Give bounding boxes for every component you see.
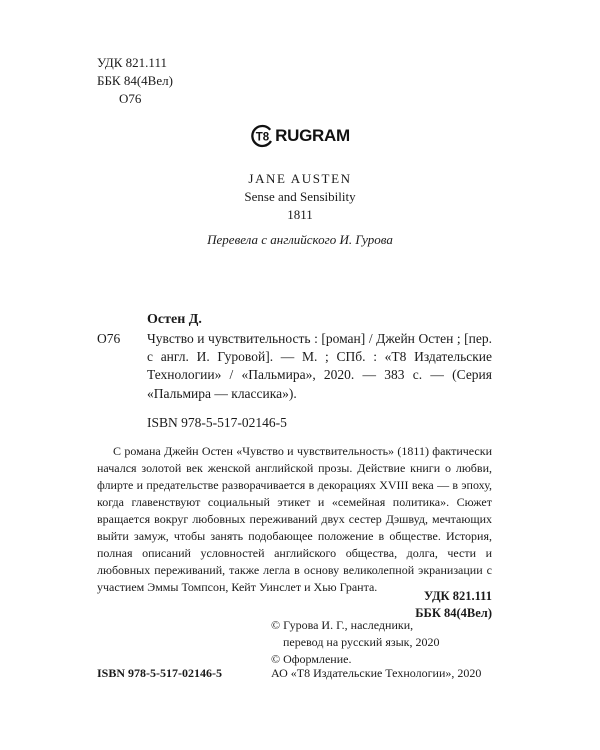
udk-code-right: УДК 821.111 — [424, 589, 492, 603]
annotation-text: С романа Джейн Остен «Чувство и чувствительность» (1811) фактически начался золотой век женской английской прозы. Действие книги о любви, флирте и предательстве разворачивается в декорациях XVIII века — в эпоху, когда главенствуют социальный этикет и «семейная политика». Сюжет вращается вокруг любовных переживаний двух сестер Дэшвуд, мечтающих выйти замуж, чтобы занять подобающее положение в обществе. История, полная описаний условностей английского общества, долга, чести и любовных переживаний, также легла в основу великолепной экранизации с участием Эммы Томпсон, Кейт Уинслет и Хью Гранта. — [97, 444, 492, 594]
isbn-line: ISBN 978-5-517-02146-5 — [147, 415, 287, 430]
bbk-code: ББК 84(4Вел) — [97, 73, 173, 88]
original-edition — [0, 170, 600, 224]
copyright-design: © Оформление. — [271, 652, 352, 666]
bbk-code-right: ББК 84(4Вел) — [415, 606, 492, 620]
copyright-translation-detail: перевод на русский язык, 2020 — [283, 635, 440, 649]
copyright-translation: © Гурова И. Г., наследники, — [271, 618, 414, 632]
author-heading: Остен Д. — [147, 312, 202, 327]
translator-note: Перевела с английского И. Гурова — [207, 232, 393, 247]
t8-badge-icon — [250, 124, 274, 148]
copyright-block — [271, 617, 440, 668]
publisher-logo — [0, 124, 600, 148]
logo-badge-text: T8 — [255, 131, 270, 144]
bibliographic-description: Чувство и чувствительность : [роман] / Джейн Остен ; [пер. с англ. И. Гуровой]. — М. ; СПб. : «Т8 Издательские Технологии» / «Пальмира», 2020. — 383 с. — (Серия «Пальмира — классика»). — [147, 331, 492, 401]
original-title: Sense and Sensibility — [244, 189, 356, 204]
bib-author-mark: О76 — [97, 331, 121, 346]
original-author: JANE AUSTEN — [248, 171, 352, 186]
author-mark: О76 — [119, 91, 142, 106]
original-year: 1811 — [287, 207, 313, 222]
annotation — [97, 443, 492, 596]
classification-block — [97, 54, 173, 108]
footer-isbn: ISBN 978-5-517-02146-5 — [97, 666, 222, 680]
udk-code: УДК 821.111 — [97, 55, 167, 70]
logo-text: RUGRAM — [275, 126, 350, 145]
footer-publisher: АО «Т8 Издательские Технологии», 2020 — [271, 666, 482, 680]
